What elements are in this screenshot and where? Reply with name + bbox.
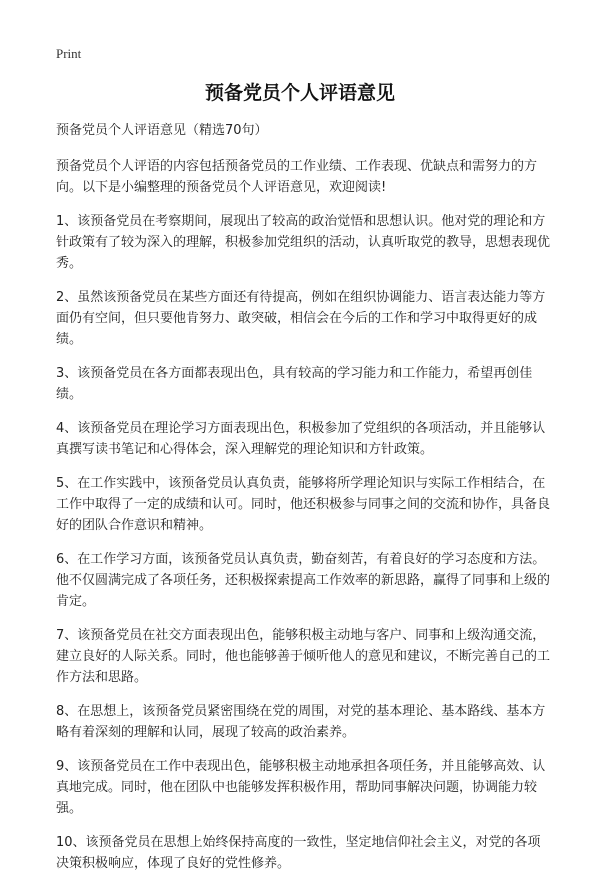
intro-paragraph: 预备党员个人评语的内容包括预备党员的工作业绩、工作表现、优缺点和需努力的方向。以下是小编整理的预备党员个人评语意见，欢迎阅读! (56, 159, 538, 195)
comment-item-6: 6、在工作学习方面，该预备党员认真负责，勤奋刻苦，有着良好的学习态度和方法。他不仅圆满完成了各项任务，还积极探索提高工作效率的新思路，赢得了同事和上级的肯定。 (56, 552, 551, 609)
comment-item-9: 9、该预备党员在工作中表现出色，能够积极主动地承担各项任务，并且能够高效、认真地完成。同时，他在团队中也能够发挥积极作用，帮助同事解决问题，协调能力较强。 (56, 759, 546, 816)
comment-item-4: 4、该预备党员在理论学习方面表现出色，积极参加了党组织的各项活动，并且能够认真撰写读书笔记和心得体会，深入理解党的理论知识和方针政策。 (56, 421, 546, 457)
comment-item-1: 1、该预备党员在考察期间，展现出了较高的政治觉悟和思想认识。他对党的理论和方针政策有了较为深入的理解，积极参加党组织的活动，认真听取党的教导，思想表现优秀。 (56, 214, 551, 271)
comment-item-5: 5、在工作实践中，该预备党员认真负责，能够将所学理论知识与实际工作相结合，在工作中取得了一定的成绩和认可。同时，他还积极参与同事之间的交流和协作，具备良好的团队合作意识和精神。 (56, 476, 551, 533)
page-title: 预备党员个人评语意见 (204, 82, 395, 104)
comment-item-2: 2、虽然该预备党员在某些方面还有待提高，例如在组织协调能力、语言表达能力等方面仍有空间，但只要他肯努力、敢突破，相信会在今后的工作和学习中取得更好的成绩。 (56, 290, 546, 347)
comment-item-3: 3、该预备党员在各方面都表现出色，具有较高的学习能力和工作能力，希望再创佳绩。 (56, 366, 533, 402)
comment-item-10: 10、该预备党员在思想上始终保持高度的一致性，坚定地信仰社会主义，对党的各项决策积极响应，体现了良好的党性修养。 (56, 835, 541, 871)
print-link[interactable]: Print (56, 46, 82, 61)
article-body (56, 120, 552, 887)
comment-item-7: 7、该预备党员在社交方面表现出色，能够积极主动地与客户、同事和上级沟通交流，建立良好的人际关系。同时，他也能够善于倾听他人的意见和建议，不断完善自己的工作方法和思路。 (56, 628, 551, 685)
article-subtitle: 预备党员个人评语意见（精选70句） (56, 123, 268, 138)
comment-item-8: 8、在思想上，该预备党员紧密围绕在党的周围，对党的基本理论、基本路线、基本方略有着深刻的理解和认同，展现了较高的政治素养。 (56, 704, 546, 740)
